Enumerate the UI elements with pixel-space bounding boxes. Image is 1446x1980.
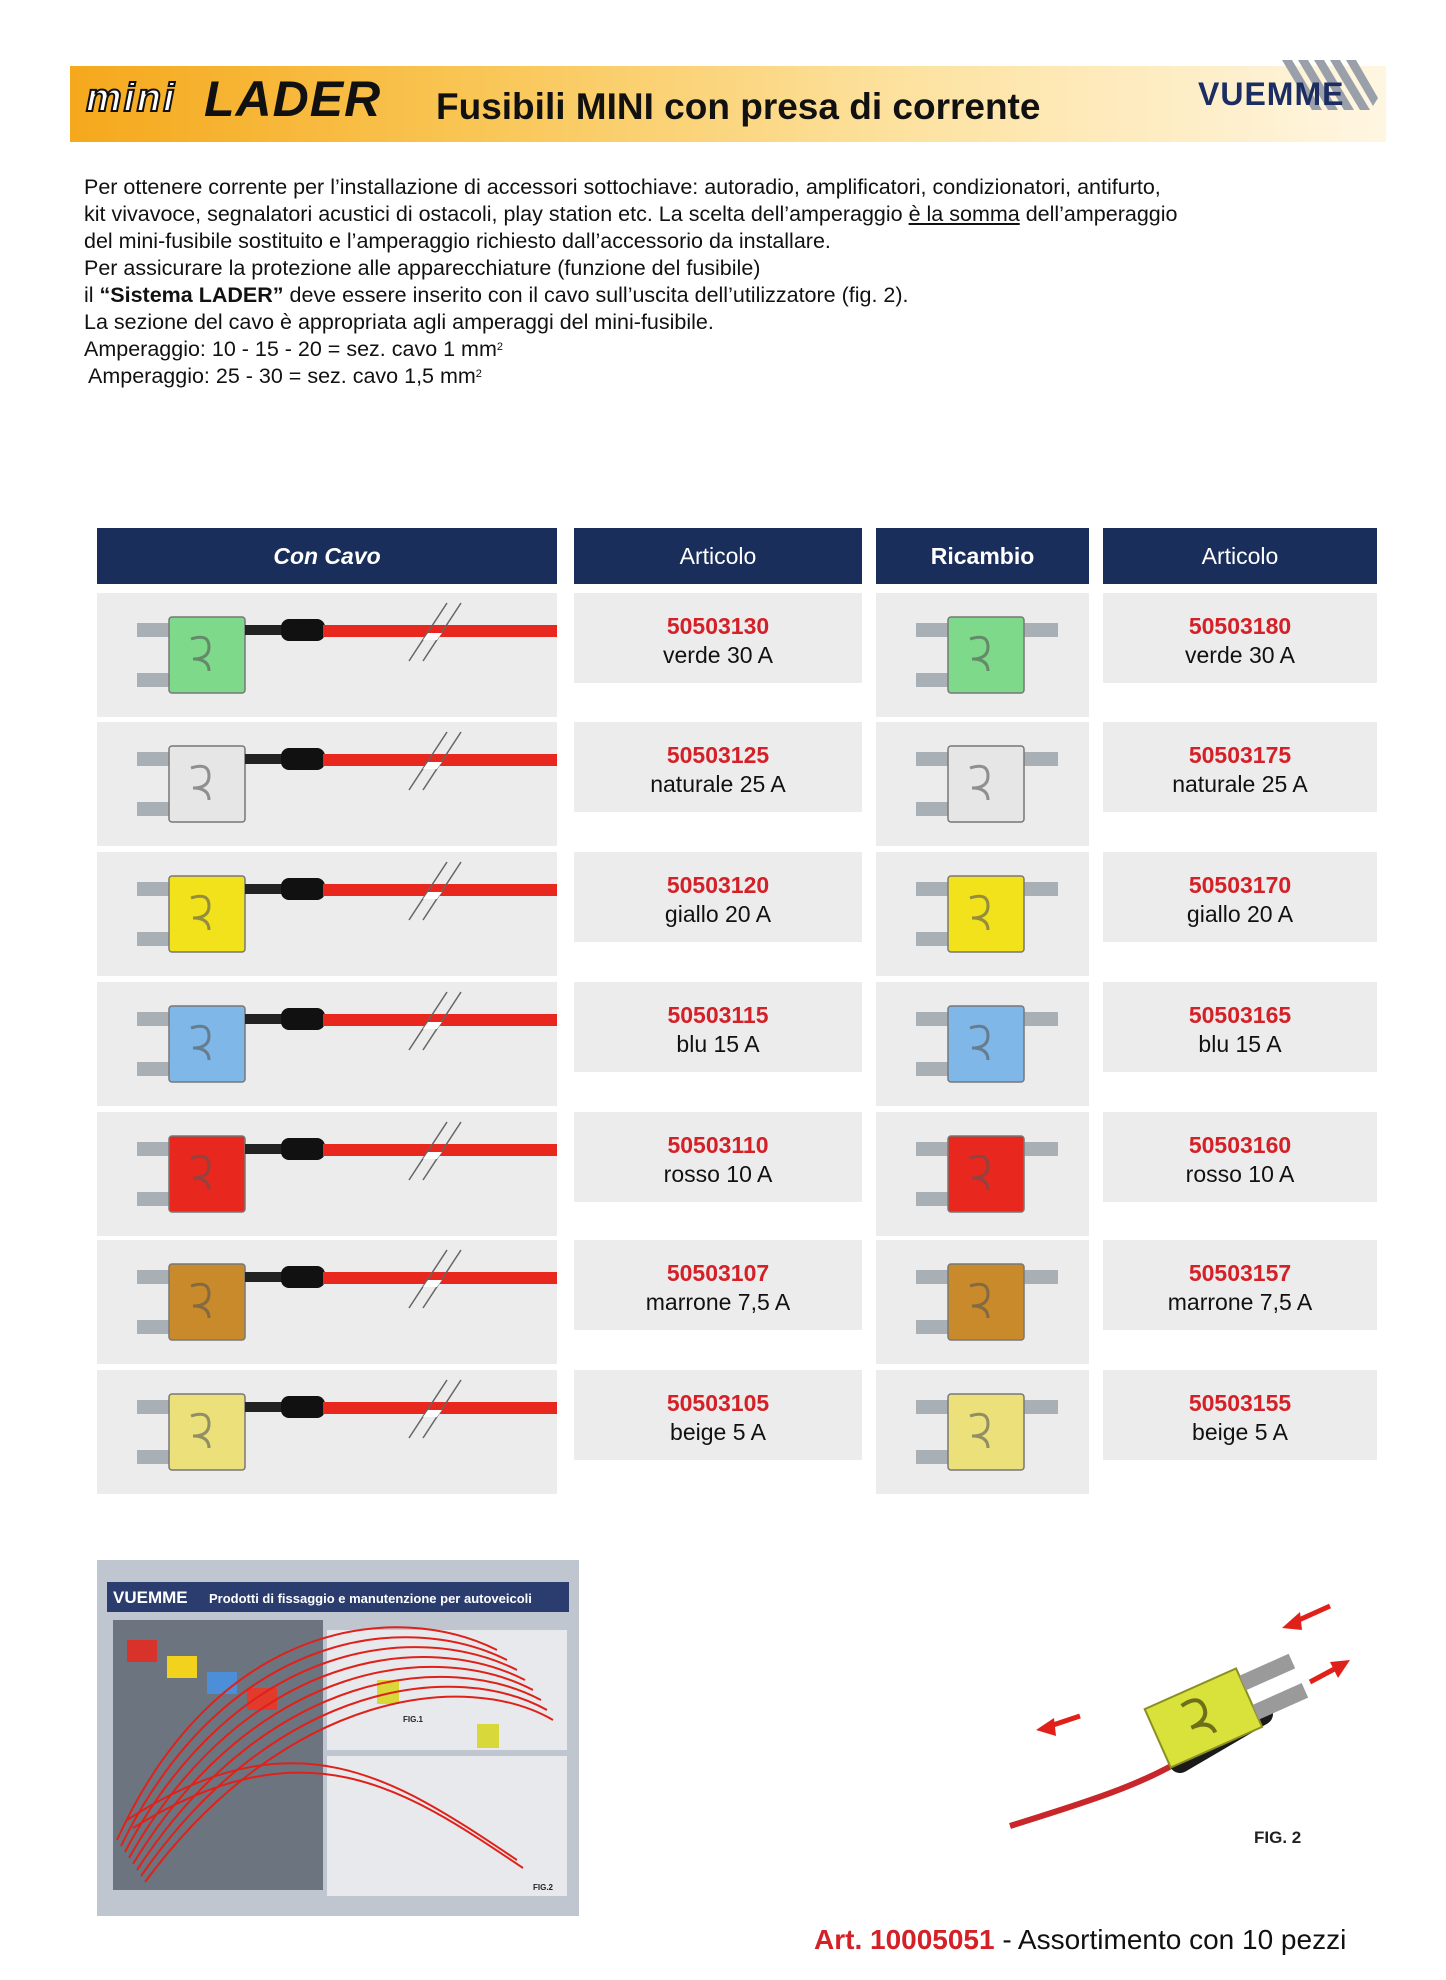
package-brand: VUEMME	[113, 1588, 188, 1607]
fuse-with-cable-icon	[97, 982, 557, 1106]
assortment-article: Art. 10005051	[814, 1924, 995, 1955]
intro-line-text: del mini-fusibile sostituito e l’amperaggio richiesto dall’accessorio da installare.	[84, 229, 831, 253]
intro-line	[84, 174, 1384, 201]
fuse-with-cable-icon	[97, 593, 557, 717]
spare-fuse-icon	[876, 852, 1089, 976]
spare-fuse-icon	[876, 722, 1089, 846]
spare-code: 50503155	[1188, 1390, 1292, 1416]
article-desc: verde 30 A	[663, 642, 773, 668]
ricambio-image-cell	[876, 1240, 1089, 1364]
spare-code: 50503170	[1188, 872, 1292, 898]
header-ricambio: Ricambio	[876, 528, 1089, 584]
article-desc: rosso 10 A	[663, 1161, 773, 1187]
spare-desc: rosso 10 A	[1185, 1161, 1295, 1187]
articolo-cell	[574, 722, 862, 812]
spare-code: 50503165	[1188, 1002, 1292, 1028]
articolo-cell	[574, 982, 862, 1072]
spare-code: 50503180	[1188, 613, 1292, 639]
fuse-with-cable-icon	[97, 722, 557, 846]
article-code: 50503130	[666, 613, 770, 639]
ricambio-articolo-cell	[1103, 593, 1377, 683]
con-cavo-image-cell	[97, 1112, 557, 1236]
intro-text	[84, 174, 1384, 390]
intro-line-text: La sezione del cavo è appropriata agli amperaggi del mini-fusibile.	[84, 310, 714, 334]
package-banner-text: Prodotti di fissaggio e manutenzione per autoveicoli	[209, 1591, 532, 1606]
spare-desc: verde 30 A	[1185, 642, 1295, 668]
ricambio-articolo-cell	[1103, 1240, 1377, 1330]
intro-line	[84, 201, 1384, 228]
article-desc: giallo 20 A	[664, 901, 772, 927]
package-illustration-icon	[97, 1560, 579, 1916]
intro-line-text: dell’amperaggio	[1019, 202, 1178, 226]
article-code: 50503115	[667, 1002, 769, 1028]
intro-line-text: Per assicurare la protezione alle apparecchiature (funzione del fusibile)	[84, 256, 761, 280]
article-code: 50503105	[666, 1390, 770, 1416]
article-desc: naturale 25 A	[650, 771, 786, 797]
articolo-cell	[574, 1112, 862, 1202]
spare-desc: beige 5 A	[1192, 1419, 1288, 1445]
ricambio-articolo-cell	[1103, 1370, 1377, 1460]
ricambio-image-cell	[876, 982, 1089, 1106]
article-code: 50503125	[666, 742, 770, 768]
intro-line-text: Amperaggio: 25 - 30 = sez. cavo 1,5 mm	[88, 364, 476, 388]
vuemme-logo: VUEMME	[1198, 76, 1345, 112]
superscript: 2	[475, 368, 482, 380]
brand-mini-logo: mini	[86, 76, 177, 120]
brand-lader-logo: LADER	[204, 71, 382, 127]
intro-line	[84, 336, 1384, 363]
intro-line-text: kit vivavoce, segnalatori acustici di ostacoli, play station etc. La scelta dell’amperaggio	[84, 202, 909, 226]
articolo-cell	[574, 593, 862, 683]
header-con-cavo: Con Cavo	[97, 528, 557, 584]
header-articolo: Articolo	[574, 528, 862, 584]
ricambio-image-cell	[876, 593, 1089, 717]
header-articolo-ricambio: Articolo	[1103, 528, 1377, 584]
con-cavo-image-cell	[97, 593, 557, 717]
intro-line	[84, 228, 1384, 255]
spare-desc: marrone 7,5 A	[1167, 1289, 1313, 1315]
article-code: 50503107	[666, 1260, 770, 1286]
article-desc: blu 15 A	[676, 1031, 760, 1057]
spare-fuse-icon	[876, 1370, 1089, 1494]
intro-bold-text: “Sistema LADER”	[99, 283, 284, 307]
intro-line-text: deve essere inserito con il cavo sull’uscita dell’utilizzatore (fig. 2).	[283, 283, 909, 307]
con-cavo-image-cell	[97, 852, 557, 976]
fuse-with-cable-icon	[97, 852, 557, 976]
ricambio-articolo-cell	[1103, 852, 1377, 942]
intro-line-text: il	[84, 283, 100, 307]
fuse-with-cable-icon	[97, 1112, 557, 1236]
assortment-text: - Assortimento con 10 pezzi	[994, 1924, 1347, 1955]
article-code: 50503110	[667, 1132, 769, 1158]
con-cavo-image-cell	[97, 982, 557, 1106]
spare-code: 50503175	[1188, 742, 1292, 768]
spare-fuse-icon	[876, 593, 1089, 717]
intro-line	[84, 255, 1384, 282]
intro-line-text: Amperaggio: 10 - 15 - 20 = sez. cavo 1 mm	[84, 337, 497, 361]
article-desc: marrone 7,5 A	[645, 1289, 791, 1315]
ricambio-image-cell	[876, 852, 1089, 976]
spare-desc: giallo 20 A	[1186, 901, 1294, 927]
spare-fuse-icon	[876, 1240, 1089, 1364]
intro-underlined-text: è la somma	[908, 202, 1020, 226]
articolo-cell	[574, 852, 862, 942]
spare-desc: naturale 25 A	[1172, 771, 1308, 797]
articolo-cell	[574, 1370, 862, 1460]
fuse-with-cable-icon	[97, 1240, 557, 1364]
spare-fuse-icon	[876, 1112, 1089, 1236]
spare-code: 50503157	[1188, 1260, 1292, 1286]
article-desc: beige 5 A	[670, 1419, 766, 1445]
spare-code: 50503160	[1188, 1132, 1292, 1158]
spare-desc: blu 15 A	[1198, 1031, 1282, 1057]
intro-line-text: Per ottenere corrente per l’installazione di accessori sottochiave: autoradio, amplificatori, condizionatori, antifurto,	[84, 175, 1161, 199]
ricambio-articolo-cell	[1103, 982, 1377, 1072]
ricambio-image-cell	[876, 1112, 1089, 1236]
superscript: 2	[496, 341, 504, 353]
con-cavo-image-cell	[97, 1370, 557, 1494]
con-cavo-image-cell	[97, 722, 557, 846]
ricambio-articolo-cell	[1103, 722, 1377, 812]
package-fig2: FIG.2	[533, 1883, 554, 1892]
article-code: 50503120	[666, 872, 770, 898]
assortment-line	[814, 1924, 1346, 1956]
intro-line	[84, 282, 1384, 309]
intro-line	[84, 309, 1384, 336]
spare-fuse-icon	[876, 982, 1089, 1106]
ricambio-articolo-cell	[1103, 1112, 1377, 1202]
intro-line	[84, 363, 1384, 390]
page-title: Fusibili MINI con presa di corrente	[436, 86, 1041, 127]
con-cavo-image-cell	[97, 1240, 557, 1364]
package-fig1: FIG.1	[403, 1715, 424, 1724]
fuse-with-cable-icon	[97, 1370, 557, 1494]
package-photo	[97, 1560, 579, 1916]
fig2-illustration	[1000, 1596, 1360, 1836]
ricambio-image-cell	[876, 1370, 1089, 1494]
fig2-label: FIG. 2	[1254, 1828, 1302, 1847]
articolo-cell	[574, 1240, 862, 1330]
ricambio-image-cell	[876, 722, 1089, 846]
